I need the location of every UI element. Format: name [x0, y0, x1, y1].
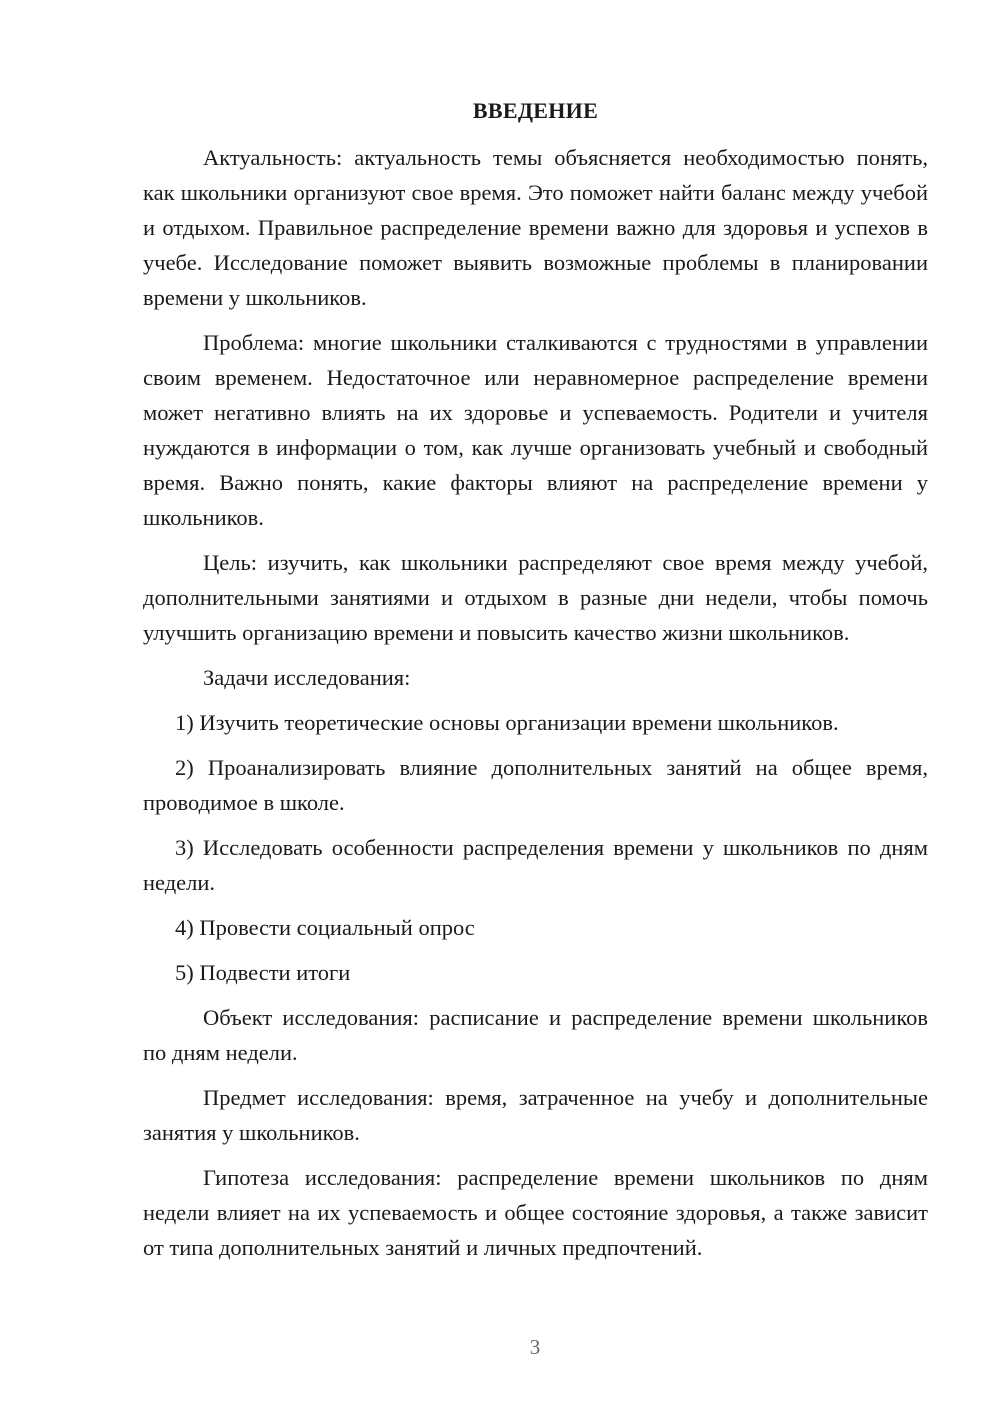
- page-content: [143, 96, 928, 1265]
- hypothesis-paragraph: Гипотеза исследования: распределение времени школьников по дням недели влияет на их успеваемость и общее состояние здоровья, а также зависит от типа дополнительных занятий и личных предпочтений.: [143, 1165, 928, 1260]
- section-heading: ВВЕДЕНИЕ: [472, 98, 599, 123]
- tasks-title: Задачи исследования:: [203, 665, 411, 690]
- task-item-5: 5) Подвести итоги: [175, 960, 351, 985]
- subject-paragraph: Предмет исследования: время, затраченное на учебу и дополнительные занятия у школьников.: [143, 1085, 928, 1145]
- task-item-2: 2) Проанализировать влияние дополнительных занятий на общее время, проводимое в школе.: [143, 755, 928, 815]
- task-item-4: 4) Провести социальный опрос: [175, 915, 475, 940]
- task-item-1: 1) Изучить теоретические основы организации времени школьников.: [175, 710, 839, 735]
- problem-paragraph: Проблема: многие школьники сталкиваются с трудностями в управлении своим временем. Недостаточное или неравномерное распределение времени может негативно влиять на их здоровье и успеваемость. Родители и учителя нуждаются в информации о том, как лучше организовать учебный и свободный время. Важно понять, какие факторы влияют на распределение времени у школьников.: [143, 330, 928, 530]
- object-paragraph: Объект исследования: расписание и распределение времени школьников по дням недели.: [143, 1005, 928, 1065]
- relevance-paragraph: Актуальность: актуальность темы объясняется необходимостью понять, как школьники организуют свое время. Это поможет найти баланс между учебой и отдыхом. Правильное распределение времени важно для здоровья и успехов в учебе. Исследование поможет выявить возможные проблемы в планировании времени у школьников.: [143, 145, 928, 310]
- task-item-3: 3) Исследовать особенности распределения времени у школьников по дням недели.: [143, 835, 928, 895]
- goal-paragraph: Цель: изучить, как школьники распределяют свое время между учебой, дополнительными занятиями и отдыхом в разные дни недели, чтобы помочь улучшить организацию времени и повысить качество жизни школьников.: [143, 550, 928, 645]
- page-number: 3: [529, 1335, 541, 1359]
